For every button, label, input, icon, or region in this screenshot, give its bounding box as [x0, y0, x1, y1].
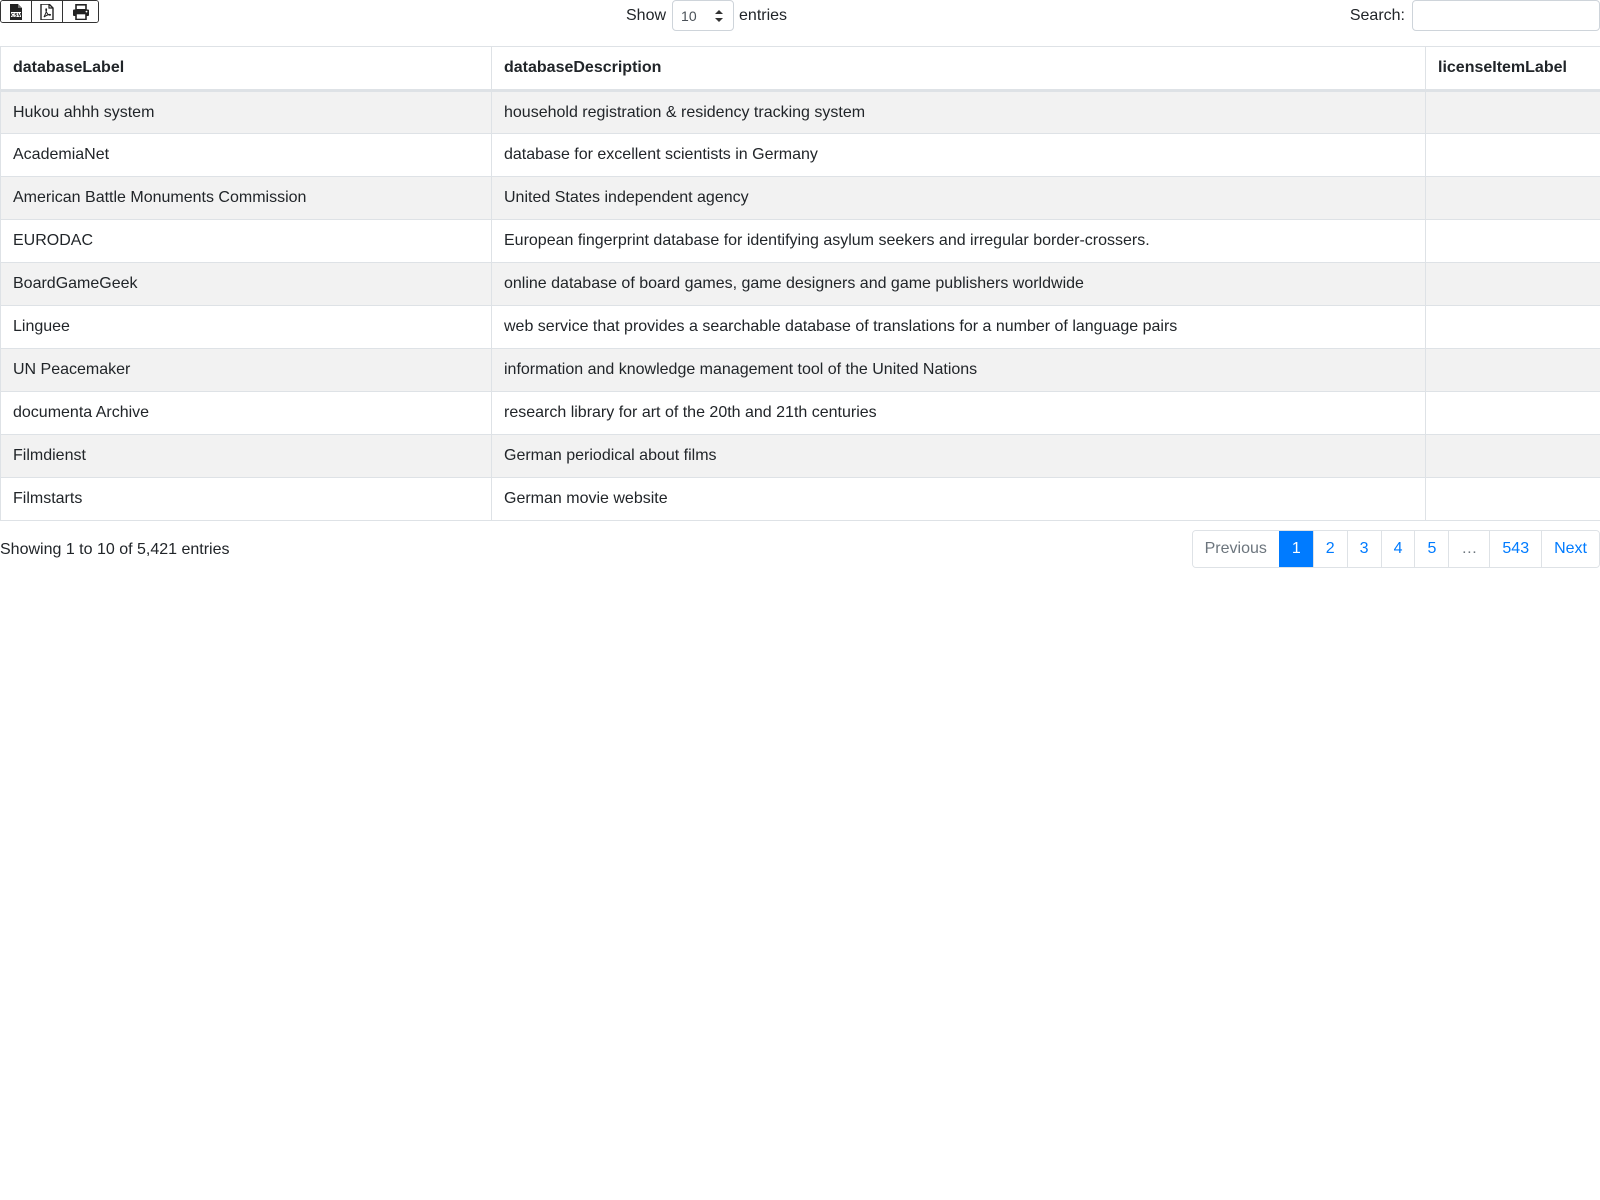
pagination-page-4[interactable]: 4 — [1381, 531, 1415, 567]
table-row — [1, 306, 1600, 349]
print-icon — [72, 4, 90, 20]
cell-database-description: German movie website — [492, 478, 1426, 521]
pagination-ellipsis: … — [1448, 531, 1489, 567]
file-csv-icon — [9, 4, 23, 20]
cell-license-item-label — [1426, 349, 1600, 392]
cell-database-description: United States independent agency — [492, 177, 1426, 220]
cell-database-description: online database of board games, game designers and game publishers worldwide — [492, 263, 1426, 306]
cell-license-item-label — [1426, 134, 1600, 177]
table-row — [1, 91, 1600, 134]
cell-database-description: web service that provides a searchable database of translations for a number of language pairs — [492, 306, 1426, 349]
pagination-page-3[interactable]: 3 — [1347, 531, 1381, 567]
search-control — [1350, 0, 1600, 31]
cell-license-item-label — [1426, 263, 1600, 306]
cell-database-description: research library for art of the 20th and 21th centuries — [492, 392, 1426, 435]
cell-database-label: Linguee — [1, 306, 492, 349]
pagination-page-last[interactable]: 543 — [1489, 531, 1541, 567]
cell-database-description: database for excellent scientists in Germany — [492, 134, 1426, 177]
cell-license-item-label — [1426, 392, 1600, 435]
table-row — [1, 478, 1600, 521]
column-header-databasedescription[interactable]: databaseDescription — [492, 47, 1426, 91]
svg-text:CSV: CSV — [10, 12, 22, 18]
cell-database-label: BoardGameGeek — [1, 263, 492, 306]
export-button-group — [0, 0, 99, 23]
column-header-databaselabel[interactable]: databaseLabel — [1, 47, 492, 91]
table-row — [1, 134, 1600, 177]
cell-license-item-label — [1426, 220, 1600, 263]
pagination-next-button[interactable]: Next — [1541, 531, 1599, 567]
show-label: Show — [626, 6, 667, 24]
cell-database-label: EURODAC — [1, 220, 492, 263]
pagination-page-5[interactable]: 5 — [1414, 531, 1448, 567]
cell-license-item-label — [1426, 177, 1600, 220]
export-pdf-button[interactable] — [32, 1, 63, 22]
pagination — [1192, 530, 1600, 568]
cell-database-label: documenta Archive — [1, 392, 492, 435]
table-row — [1, 177, 1600, 220]
cell-database-label: Hukou ahhh system — [1, 91, 492, 134]
table-header-row — [1, 47, 1600, 91]
cell-database-description: information and knowledge management tool of the United Nations — [492, 349, 1426, 392]
print-button[interactable] — [63, 1, 98, 22]
table-row — [1, 349, 1600, 392]
cell-database-label: UN Peacemaker — [1, 349, 492, 392]
entries-per-page-select[interactable] — [672, 0, 734, 31]
entries-label: entries — [739, 6, 788, 24]
table-row — [1, 220, 1600, 263]
pagination-page-1[interactable]: 1 — [1279, 531, 1313, 567]
table-row — [1, 392, 1600, 435]
data-table — [0, 46, 1600, 521]
cell-database-description: German periodical about films — [492, 435, 1426, 478]
search-label: Search: — [1349, 6, 1405, 24]
cell-database-label: American Battle Monuments Commission — [1, 177, 492, 220]
table-row — [1, 263, 1600, 306]
pagination-page-2[interactable]: 2 — [1313, 531, 1347, 567]
cell-database-description: household registration & residency tracking system — [492, 91, 1426, 134]
cell-license-item-label — [1426, 306, 1600, 349]
cell-database-description: European fingerprint database for identifying asylum seekers and irregular border-crossers. — [492, 220, 1426, 263]
cell-license-item-label — [1426, 478, 1600, 521]
export-csv-button[interactable] — [1, 1, 32, 22]
cell-database-label: AcademiaNet — [1, 134, 492, 177]
file-pdf-icon — [40, 4, 54, 20]
table-row — [1, 435, 1600, 478]
cell-database-label: Filmdienst — [1, 435, 492, 478]
select-arrows-icon — [715, 9, 723, 23]
column-header-licenseitemlabel[interactable]: licenseItemLabel — [1426, 47, 1600, 91]
entries-per-page-value: 10 — [681, 7, 697, 24]
pagination-previous-button[interactable]: Previous — [1193, 531, 1279, 567]
entries-length-control — [626, 0, 787, 31]
table-info-text: Showing 1 to 10 of 5,421 entries — [0, 541, 230, 558]
cell-database-label: Filmstarts — [1, 478, 492, 521]
cell-license-item-label — [1426, 91, 1600, 134]
cell-license-item-label — [1426, 435, 1600, 478]
search-input[interactable] — [1412, 0, 1600, 31]
